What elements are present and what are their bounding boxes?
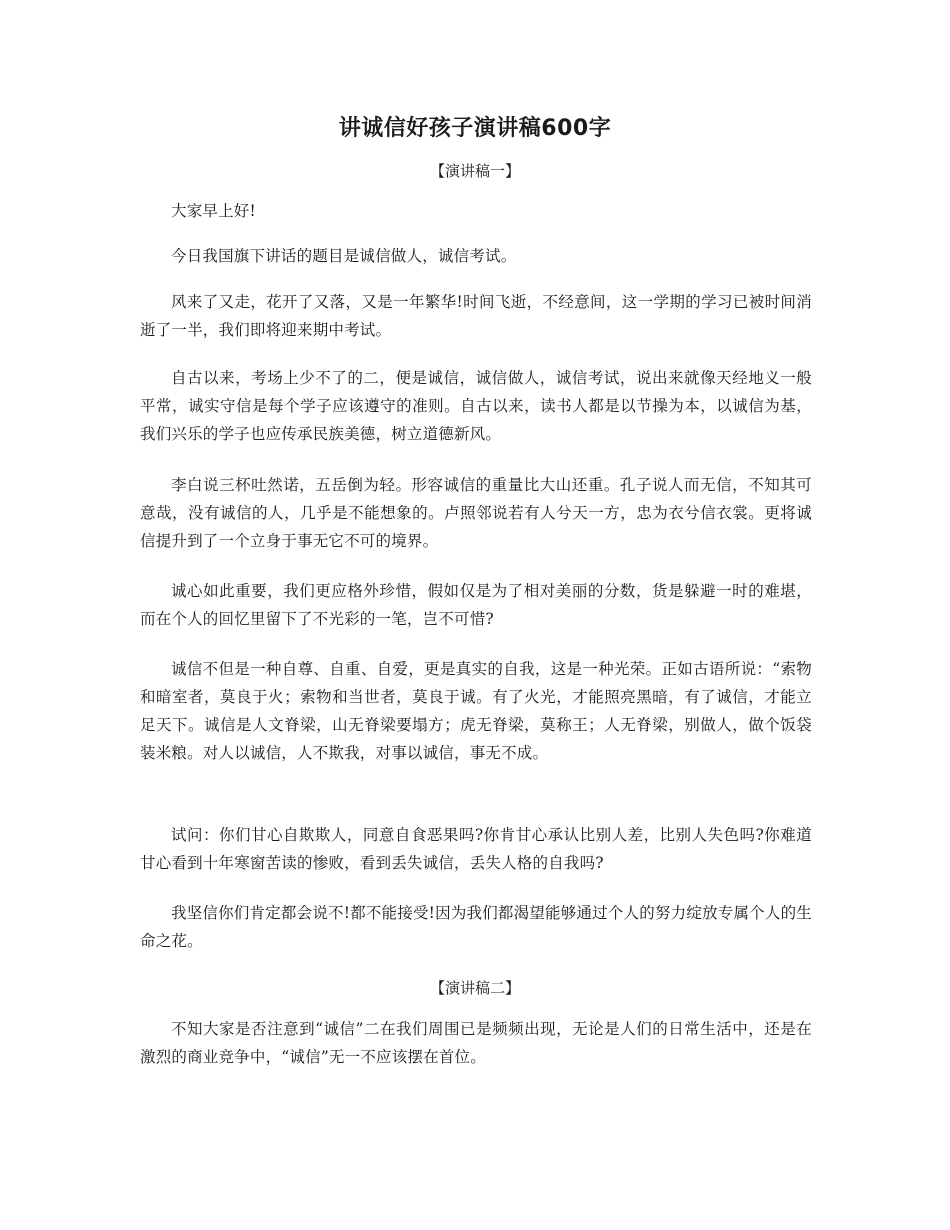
document-title: 讲诚信好孩子演讲稿600字 <box>338 116 612 141</box>
paragraph: 李白说三杯吐然诺，五岳倒为轻。形容诚信的重量比大山还重。孔子说人而无信，不知其可意哉，没有诚信的人，几乎是不能想象的。卢照邻说若有人兮天一方，忠为衣兮信衣裳。更将诚信提升到了一个立身于事无它不可的境界。 <box>140 476 812 550</box>
paragraph: 风来了又走，花开了又落，又是一年繁华!时间飞逝，不经意间，这一学期的学习已被时间消逝了一半，我们即将迎来期中考试。 <box>140 293 812 339</box>
paragraph: 今日我国旗下讲话的题目是诚信做人，诚信考试。 <box>171 247 517 265</box>
paragraph: 大家早上好! <box>171 202 256 220</box>
paragraph: 不知大家是否注意到“诚信”二在我们周围已是频频出现，无论是人们的日常生活中，还是在激烈的商业竞争中，“诚信”无一不应该摆在首位。 <box>140 1020 812 1066</box>
paragraph: 自古以来，考场上少不了的二，便是诚信，诚信做人，诚信考试，说出来就像天经地义一般平常，诚实守信是每个学子应该遵守的准则。自古以来，读书人都是以节操为本，以诚信为基，我们兴乐的学子也应传承民族美德，树立道德新风。 <box>140 369 812 443</box>
paragraph: 诚信不但是一种自尊、自重、自爱，更是真实的自我，这是一种光荣。正如古语所说：“索物和暗室者，莫良于火；索物和当世者，莫良于诚。有了火光，才能照亮黑暗，有了诚信，才能立足天下。诚信是人文脊梁，山无脊梁要塌方；虎无脊梁，莫称王；人无脊梁，别做人，做个饭袋装米粮。对人以诚信，人不欺我，对事以诚信，事无不成。 <box>140 660 812 762</box>
paragraph: 我坚信你们肯定都会说不!都不能接受!因为我们都渴望能够通过个人的努力绽放专属个人的生命之花。 <box>140 904 812 950</box>
section-heading-2: 【演讲稿二】 <box>429 979 520 997</box>
paragraph: 试问：你们甘心自欺欺人，同意自食恶果吗?你肯甘心承认比别人差，比别人失色吗?你难道甘心看到十年寒窗苦读的惨败，看到丢失诚信，丢失人格的自我吗? <box>140 826 812 872</box>
section-heading-1: 【演讲稿一】 <box>429 162 520 180</box>
paragraph: 诚心如此重要，我们更应格外珍惜，假如仅是为了相对美丽的分数，货是躲避一时的难堪，而在个人的回忆里留下了不光彩的一笔，岂不可惜? <box>140 582 812 628</box>
